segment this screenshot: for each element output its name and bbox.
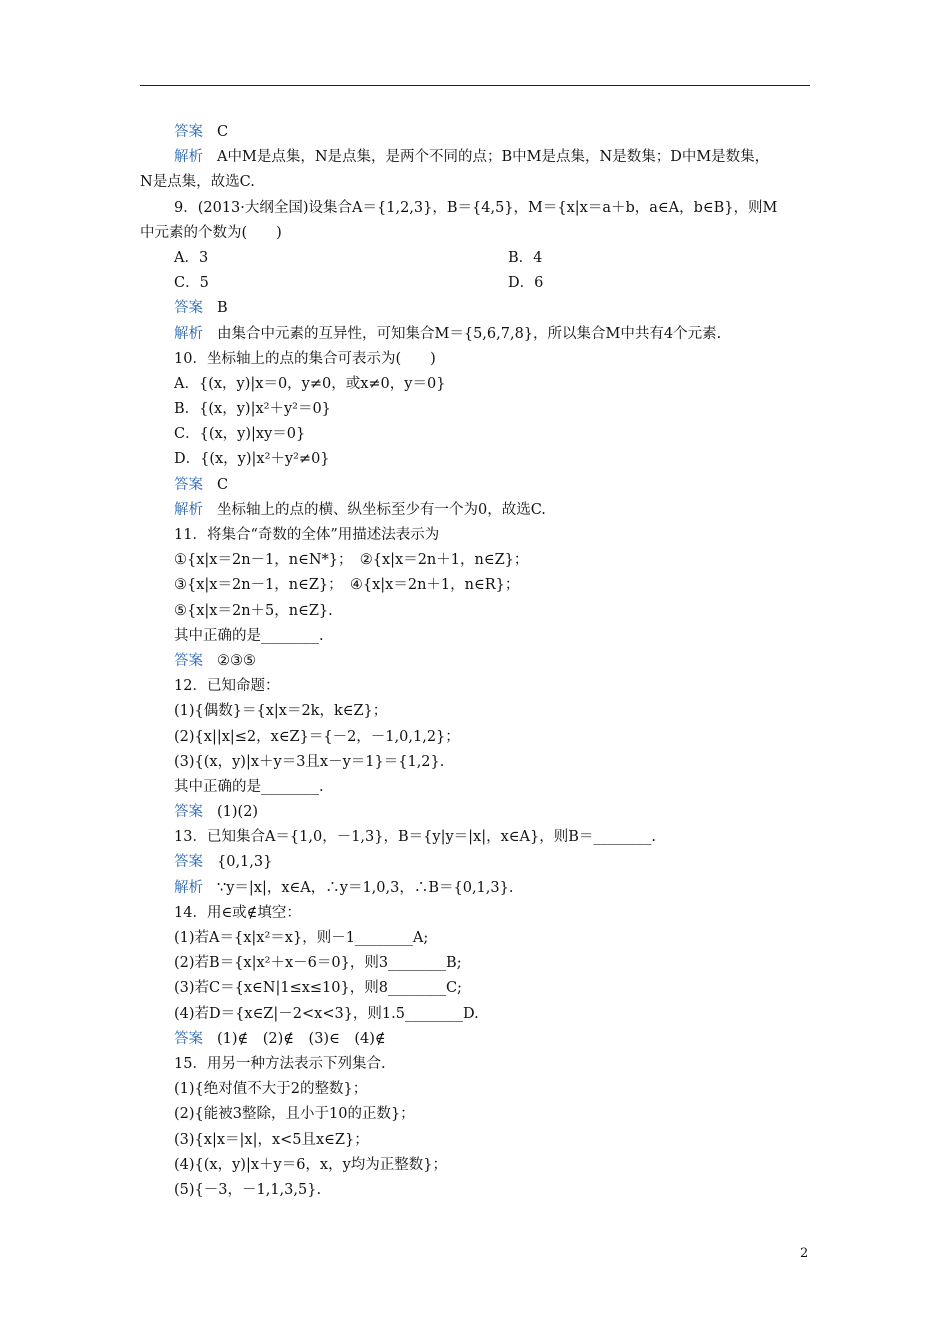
text-line — [140, 775, 810, 800]
document-body — [140, 120, 810, 1203]
text-line — [140, 599, 810, 624]
text-line — [140, 1128, 810, 1153]
line-text: (5){－3，－1,1,3,5}. — [174, 1181, 322, 1198]
line-text: ⑤{x|x＝2n＋5，n∈Z}. — [174, 602, 333, 619]
analysis-line — [140, 498, 810, 523]
text-line — [140, 523, 810, 548]
line-text: (2){x||x|≤2，x∈Z}＝{－2，－1,0,1,2}； — [174, 728, 460, 745]
text-line — [140, 926, 810, 951]
option: A．3 — [174, 249, 209, 266]
option-row — [140, 271, 810, 296]
text-line — [140, 447, 810, 472]
line-text: 中元素的个数为( ) — [140, 224, 282, 241]
answer-line — [140, 120, 810, 145]
answer-line — [140, 1027, 810, 1052]
text-line — [140, 951, 810, 976]
line-text: {0,1,3} — [217, 854, 273, 871]
answer-line — [140, 473, 810, 498]
analysis-label: 解析 — [174, 879, 203, 896]
header-rule — [140, 85, 810, 86]
text-line — [140, 422, 810, 447]
line-text: ∵y＝|x|，x∈A，∴y＝1,0,3，∴B＝{0,1,3}. — [217, 879, 514, 896]
line-text: B — [217, 300, 228, 317]
line-text: 13．已知集合A＝{1,0，－1,3}，B＝{y|y＝|x|，x∈A}，则B＝________. — [174, 829, 656, 846]
text-line — [140, 699, 810, 724]
line-text: A中M是点集，N是点集，是两个不同的点；B中M是点集，N是数集；D中M是数集， — [217, 149, 770, 166]
line-text: C．{(x，y)|xy＝0} — [174, 426, 306, 443]
text-line — [140, 1002, 810, 1027]
line-text: D．{(x，y)|x²＋y²≠0} — [174, 451, 330, 468]
text-line — [140, 1052, 810, 1077]
text-line — [140, 976, 810, 1001]
answer-label: 答案 — [174, 854, 203, 871]
line-text: C — [217, 124, 229, 140]
line-text: 坐标轴上的点的横、纵坐标至少有一个为0，故选C. — [217, 501, 546, 518]
text-line — [140, 1102, 810, 1127]
text-line — [140, 725, 810, 750]
line-text: (3){x|x＝|x|，x<5且x∈Z}； — [174, 1131, 369, 1148]
line-text: ③{x|x＝2n－1，n∈Z}； ④{x|x＝2n＋1，n∈R}； — [174, 577, 520, 594]
answer-line — [140, 800, 810, 825]
line-text: 由集合中元素的互异性，可知集合M＝{5,6,7,8}，所以集合M中共有4个元素. — [217, 325, 722, 342]
line-text: N是点集，故选C. — [140, 174, 255, 191]
line-text: (2)若B＝{x|x²＋x－6＝0}，则3________B; — [174, 955, 462, 972]
line-text: 15．用另一种方法表示下列集合. — [174, 1055, 386, 1072]
text-line — [140, 196, 810, 221]
line-text: ①{x|x＝2n－1，n∈N*}； ②{x|x＝2n＋1，n∈Z}； — [174, 552, 529, 569]
text-line — [140, 1077, 810, 1102]
page-number: 2 — [800, 1246, 809, 1261]
text-line — [140, 170, 810, 195]
text-line — [140, 750, 810, 775]
text-line — [140, 1178, 810, 1203]
answer-label: 答案 — [174, 804, 203, 821]
text-line — [140, 674, 810, 699]
text-line — [140, 221, 810, 246]
line-text: 12．已知命题： — [174, 678, 280, 695]
line-text: (1){绝对值不大于2的整数}； — [174, 1081, 368, 1098]
line-text: 10．坐标轴上的点的集合可表示为( ) — [174, 350, 436, 367]
text-line — [140, 397, 810, 422]
text-line — [140, 372, 810, 397]
line-text: 11．将集合“奇数的全体”用描述法表示为 — [174, 527, 440, 543]
option: D．6 — [508, 275, 544, 292]
line-text: 14．用∈或∉填空： — [174, 904, 301, 921]
line-text: (3){(x，y)|x＋y＝3且x－y＝1}＝{1,2}. — [174, 753, 445, 770]
answer-line — [140, 850, 810, 875]
line-text: (1)∉ (2)∉ (3)∈ (4)∉ — [217, 1030, 386, 1047]
answer-label: 答案 — [174, 476, 203, 493]
line-text: (4)若D＝{x∈Z|－2<x<3}，则1.5________D. — [174, 1005, 479, 1022]
line-text: B．{(x，y)|x²＋y²＝0} — [174, 401, 331, 418]
line-text: C — [217, 476, 229, 493]
text-line — [140, 347, 810, 372]
text-line — [140, 548, 810, 573]
analysis-line — [140, 876, 810, 901]
answer-label: 答案 — [174, 124, 203, 140]
line-text: 其中正确的是________. — [174, 778, 324, 795]
answer-label: 答案 — [174, 1030, 203, 1047]
line-text: 9．(2013·大纲全国)设集合A＝{1,2,3}，B＝{4,5}，M＝{x|x＝a＋b，a∈A，b∈B}，则M — [174, 199, 778, 216]
analysis-line — [140, 322, 810, 347]
answer-line — [140, 649, 810, 674]
analysis-label: 解析 — [174, 325, 203, 342]
line-text: (2){能被3整除，且小于10的正数}； — [174, 1106, 415, 1123]
text-line — [140, 573, 810, 598]
line-text: (4){(x，y)|x＋y＝6，x，y均为正整数}； — [174, 1156, 448, 1173]
answer-label: 答案 — [174, 652, 203, 669]
option: B．4 — [508, 249, 543, 266]
line-text: (1){偶数}＝{x|x＝2k，k∈Z}； — [174, 703, 388, 720]
answer-line — [140, 296, 810, 321]
text-line — [140, 825, 810, 850]
line-text: (1)(2) — [217, 804, 259, 821]
line-text: ②③⑤ — [217, 652, 256, 669]
line-text: A．{(x，y)|x＝0，y≠0，或x≠0，y＝0} — [174, 375, 446, 392]
text-line — [140, 624, 810, 649]
option-row — [140, 246, 810, 271]
line-text: (3)若C＝{x∈N|1≤x≤10}，则8________C; — [174, 980, 462, 997]
answer-label: 答案 — [174, 300, 203, 317]
analysis-label: 解析 — [174, 149, 203, 166]
line-text: 其中正确的是________. — [174, 627, 324, 644]
analysis-line — [140, 145, 810, 170]
text-line — [140, 901, 810, 926]
text-line — [140, 1153, 810, 1178]
option: C．5 — [174, 275, 209, 292]
line-text: (1)若A＝{x|x²＝x}，则－1________A; — [174, 930, 429, 946]
analysis-label: 解析 — [174, 501, 203, 518]
